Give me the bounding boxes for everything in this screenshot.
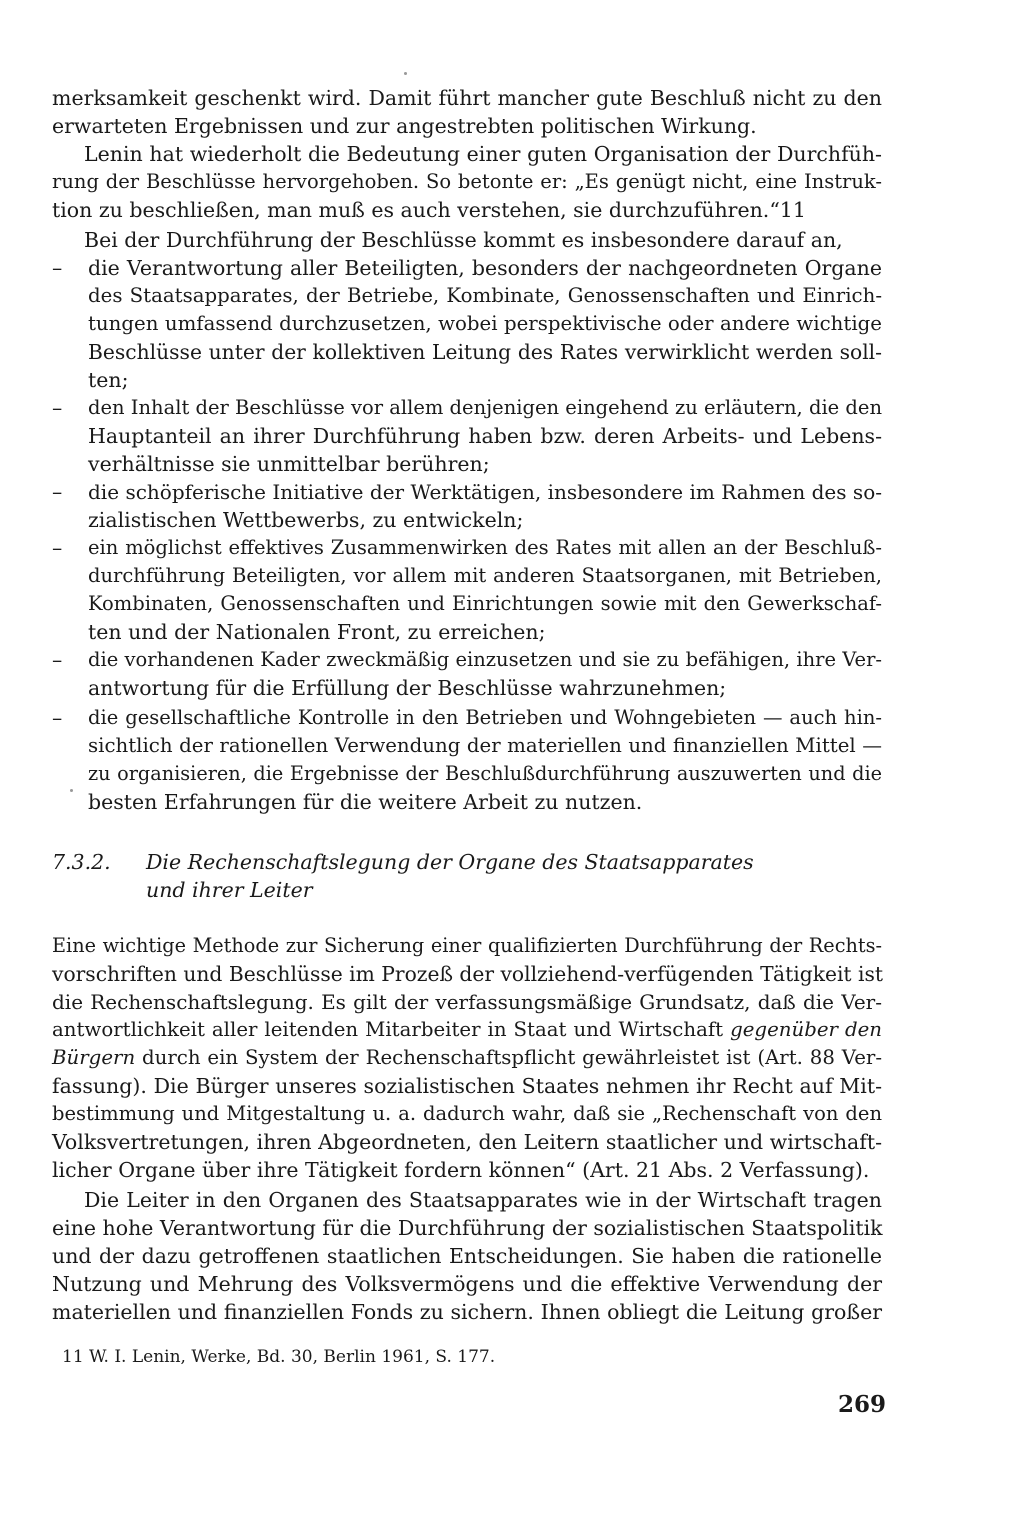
section-title: Die Rechenschaftslegung der Organe des Staatsapparates xyxy=(146,850,754,874)
text-line: und der dazu getroffenen staatlichen Entscheidungen. Sie haben die rationelle xyxy=(52,1244,882,1268)
section-title: und ihrer Leiter xyxy=(146,878,313,902)
list-item-line: des Staatsapparates, der Betriebe, Kombinate, Genossenschaften und Einrich- xyxy=(88,284,882,307)
list-dash: – xyxy=(52,536,63,560)
text-line: vorschriften und Beschlüsse im Prozeß der vollziehend-verfügenden Tätigkeit ist xyxy=(52,962,884,986)
list-item-line: ten und der Nationalen Front, zu erreichen; xyxy=(88,620,546,644)
list-item-line: die gesellschaftliche Kontrolle in den Betrieben und Wohngebieten — auch hin- xyxy=(88,706,882,729)
list-item-line: ten; xyxy=(88,368,129,392)
list-item-line: die Verantwortung aller Beteiligten, besonders der nachgeordneten Organe xyxy=(88,256,882,280)
scan-speck xyxy=(404,72,407,75)
scan-speck xyxy=(70,789,73,792)
emphasis-text: Bürgern xyxy=(52,1046,136,1069)
text-line: Nutzung und Mehrung des Volksvermögens und die effektive Verwendung der xyxy=(52,1272,882,1296)
text-line: erwarteten Ergebnissen und zur angestrebten politischen Wirkung. xyxy=(52,114,757,138)
list-dash: – xyxy=(52,706,63,730)
list-item-line: tungen umfassend durchzusetzen, wobei perspektivische oder andere wichtige xyxy=(88,312,882,335)
text-line: licher Organe über ihre Tätigkeit fordern können“ (Art. 21 Abs. 2 Verfassung). xyxy=(52,1158,870,1182)
list-item-line: verhältnisse sie unmittelbar berühren; xyxy=(88,452,490,476)
text-line: Volksvertretungen, ihren Abgeordneten, den Leitern staatlicher und wirtschaft- xyxy=(52,1130,882,1154)
text-line: eine hohe Verantwortung für die Durchführung der sozialistischen Staatspolitik xyxy=(52,1216,883,1240)
emphasis-text: gegenüber den xyxy=(730,1018,882,1041)
text-line xyxy=(52,1016,882,1044)
list-item-line: besten Erfahrungen für die weitere Arbeit zu nutzen. xyxy=(88,790,643,814)
text-line: fassung). Die Bürger unseres sozialistischen Staates nehmen ihr Recht auf Mit- xyxy=(52,1074,882,1098)
text-line: Eine wichtige Methode zur Sicherung einer qualifizierten Durchführung der Rechts- xyxy=(52,934,882,957)
text-line: rung der Beschlüsse hervorgehoben. So betonte er: „Es genügt nicht, eine Instruk- xyxy=(52,170,882,193)
text-line: Bei der Durchführung der Beschlüsse kommt es insbesondere darauf an, xyxy=(84,228,843,252)
page-number: 269 xyxy=(838,1391,887,1418)
text-line: merksamkeit geschenkt wird. Damit führt mancher gute Beschluß nicht zu den xyxy=(52,86,882,110)
list-item-line: durchführung Beteiligten, vor allem mit anderen Staatsorganen, mit Betrieben, xyxy=(88,564,882,587)
text-line: materiellen und finanziellen Fonds zu sichern. Ihnen obliegt die Leitung großer xyxy=(52,1300,882,1324)
list-item-line: Hauptanteil an ihrer Durchführung haben bzw. deren Arbeits- und Lebens- xyxy=(88,424,882,448)
list-item-line: antwortung für die Erfüllung der Beschlüsse wahrzunehmen; xyxy=(88,676,727,700)
text-line xyxy=(52,1044,882,1072)
list-dash: – xyxy=(52,396,63,420)
list-item-line: zialistischen Wettbewerbs, zu entwickeln; xyxy=(88,508,524,532)
list-item-line: die vorhandenen Kader zweckmäßig einzusetzen und sie zu befähigen, ihre Ver- xyxy=(88,648,882,671)
list-item-line: sichtlich der rationellen Verwendung der materiellen und finanziellen Mittel — xyxy=(88,734,882,757)
text-line: bestimmung und Mitgestaltung u. a. dadurch wahr, daß sie „Rechenschaft von den xyxy=(52,1102,882,1125)
list-item-line: zu organisieren, die Ergebnisse der Beschlußdurchführung auszuwerten und die xyxy=(88,762,882,785)
list-item-line: ein möglichst effektives Zusammenwirken des Rates mit allen an der Beschluß- xyxy=(88,536,882,559)
list-item-line: Beschlüsse unter der kollektiven Leitung des Rates verwirklicht werden soll- xyxy=(88,340,882,364)
footnote: 11 W. I. Lenin, Werke, Bd. 30, Berlin 1961, S. 177. xyxy=(62,1347,496,1367)
list-dash: – xyxy=(52,648,63,672)
text-line: Lenin hat wiederholt die Bedeutung einer guten Organisation der Durchfüh- xyxy=(84,142,882,166)
text-line: die Rechenschaftslegung. Es gilt der verfassungsmäßige Grundsatz, daß die Ver- xyxy=(52,990,882,1014)
list-item-line: Kombinaten, Genossenschaften und Einrichtungen sowie mit den Gewerkschaf- xyxy=(88,592,882,615)
list-item-line: den Inhalt der Beschlüsse vor allem denjenigen eingehend zu erläutern, die den xyxy=(88,396,882,419)
list-item-line: die schöpferische Initiative der Werktätigen, insbesondere im Rahmen des so- xyxy=(88,480,882,504)
list-dash: – xyxy=(52,480,63,504)
text-line: Die Leiter in den Organen des Staatsapparates wie in der Wirtschaft tragen xyxy=(84,1188,882,1212)
text-segment: durch ein System der Rechenschaftspflicht gewährleistet ist (Art. 88 Ver- xyxy=(135,1046,882,1069)
section-number: 7.3.2. xyxy=(52,850,111,874)
text-segment: antwortlichkeit aller leitenden Mitarbeiter in Staat und Wirtschaft xyxy=(52,1018,731,1041)
text-line: tion zu beschließen, man muß es auch verstehen, sie durchzuführen.“11 xyxy=(52,198,806,222)
list-dash: – xyxy=(52,256,63,280)
